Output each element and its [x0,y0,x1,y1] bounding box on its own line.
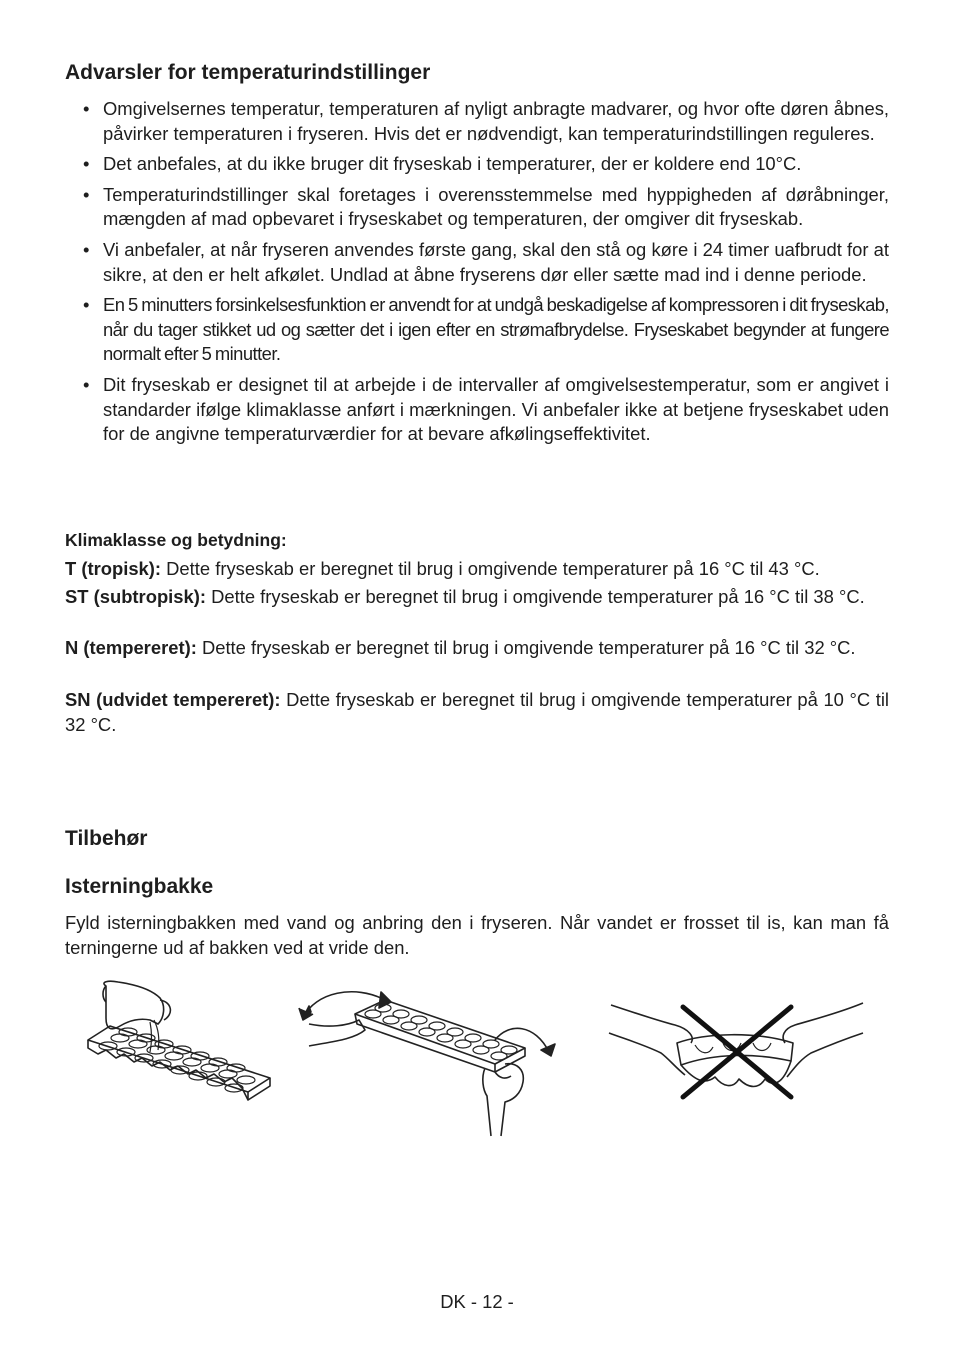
climate-label: ST (subtropisk): [65,586,206,607]
list-item: • Dit fryseskab er designet til at arbejde i de intervaller af omgivelsestemperatur, som er angivet i standarder ifølge klimaklasse anført i mærkningen. Vi anbefaler ikke at betjene fryseskabet uden for de angivne temperaturværdier for at bevare afkølingseffektivitet. [83,373,889,445]
climate-label: N (tempereret): [65,637,197,658]
warnings-heading: Advarsler for temperaturindstillinger [65,61,431,84]
climate-text: Dette fryseskab er beregnet til brug i omgivende temperaturer på 16 °C til 32 °C. [196,637,856,658]
twist-tray-icon [295,978,560,1138]
climate-text: Dette fryseskab er beregnet til brug i omgivende temperaturer på 16 °C til 38 °C. [206,586,865,607]
climate-label: SN (udvidet tempereret): [65,689,281,710]
list-item: • Temperaturindstillinger skal foretages i overensstemmelse med hyppigheden af døråbninger, mængden af mad opbevaret i fryseskabet og temperaturen, der omgiver dit fryseskab. [83,183,889,230]
climate-heading: Klimaklasse og betydning: [65,530,287,550]
climate-class-t [65,557,889,582]
warning-text: Vi anbefaler, at når fryseren anvendes første gang, skal den stå og køre i 24 timer uafbrudt for at sikre, at den er helt afkølet. Undlad at åbne fryserens dør eller sætte mad ind i denne periode. [103,238,889,285]
climate-class-n [65,636,889,661]
warning-text: Temperaturindstillinger skal foretages i overensstemmelse med hyppigheden af døråbninger, mængden af mad opbevaret i fryseskabet og temperaturen, der omgiver dit fryseskab. [103,183,889,230]
climate-label: T (tropisk): [65,558,162,579]
list-item: • Omgivelsernes temperatur, temperaturen af nyligt anbragte madvarer, og hvor ofte døren åbnes, påvirker temperaturen i fryseren. Hvis det er nødvendigt, kan temperaturindstillingen reguleres. [83,98,889,144]
do-not-twist-crossed-icon [605,995,870,1105]
climate-text: Dette fryseskab er beregnet til brug i omgivende temperaturer på 16 °C til 43 °C. [161,558,820,579]
warning-text: Omgivelsernes temperatur, temperaturen af nyligt anbragte madvarer, og hvor ofte døren åbnes, påvirker temperaturen i fryseren. Hvis det er nødvendigt, kan temperaturindstillingen reguleres. [103,98,889,144]
list-item: • En 5 minutters forsinkelsesfunktion er anvendt for at undgå beskadigelse af kompressoren i dit fryseskab, når du tager stikket ud og sætter det i igen efter en strømafbrydelse. Fryseskabet begynder at fungere normalt efter 5 minutter. [83,294,889,365]
climate-class-sn [65,688,889,737]
accessories-heading: Tilbehør [65,827,148,850]
list-item: • Det anbefales, at du ikke bruger dit fryseskab i temperaturer, der er koldere end 10°C. [83,153,802,175]
ice-tray-text: Fyld isterningbakken med vand og anbring den i fryseren. Når vandet er frosset til is, kan man få terningerne ud af bakken ved at vride den. [65,912,889,958]
warnings-list [65,97,889,453]
page-number: DK - 12 - [440,1291,514,1312]
pour-water-into-tray-icon [80,978,280,1123]
ice-tray-heading: Isterningbakke [65,875,214,898]
climate-class-st [65,585,889,610]
warning-text: En 5 minutters forsinkelsesfunktion er anvendt for at undgå beskadigelse af kompressoren i dit fryseskab, når du tager stikket ud og sætter det i igen efter en strømafbrydelse. Fryseskabet begynder at fungere normalt efter 5 minutter. [103,294,889,365]
climate-text: Dette fryseskab er beregnet til brug i omgivende temperaturer på 10 °C til 32 °C. [65,689,889,735]
warning-text: Dit fryseskab er designet til at arbejde i de intervaller af omgivelsestemperatur, som er angivet i standarder ifølge klimaklasse anført i mærkningen. Vi anbefaler ikke at betjene fryseskabet uden for de angivne temperaturværdier for at bevare afkølingseffektivitet. [103,373,889,445]
list-item: • Vi anbefaler, at når fryseren anvendes første gang, skal den stå og køre i 24 timer uafbrudt for at sikre, at den er helt afkølet. Undlad at åbne fryserens dør eller sætte mad ind i denne periode. [83,238,889,285]
warning-text: Det anbefales, at du ikke bruger dit fryseskab i temperaturer, der er koldere end 10°C. [103,153,802,175]
